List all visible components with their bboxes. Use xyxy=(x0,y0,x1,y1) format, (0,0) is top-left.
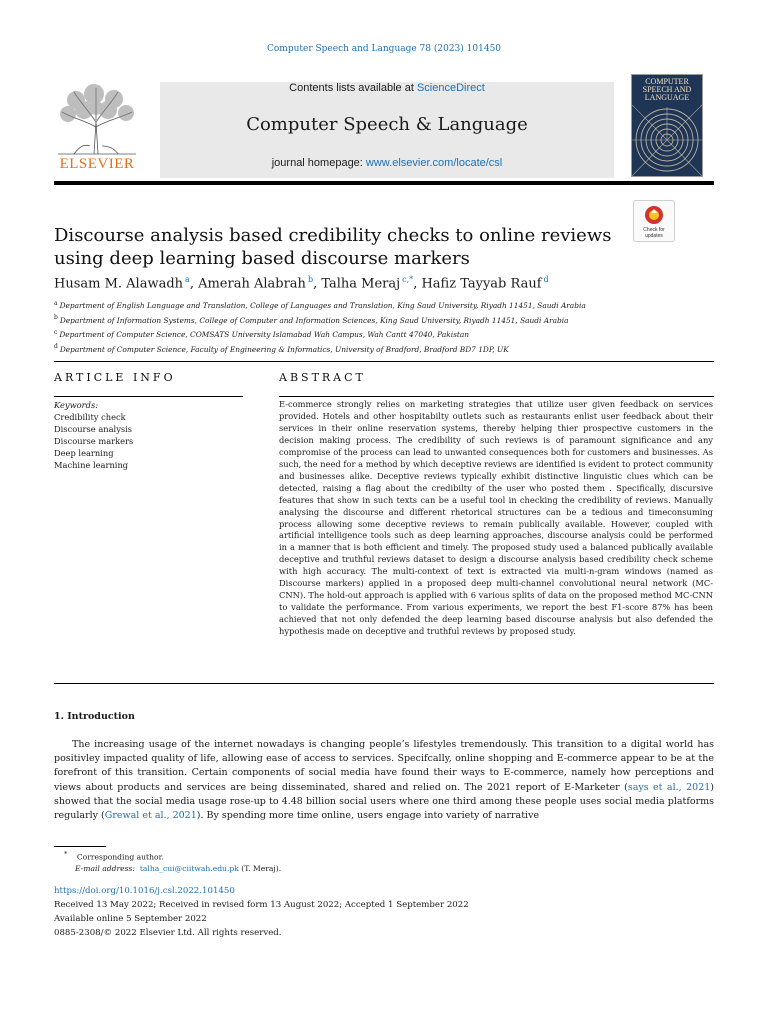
elsevier-tree-logo-icon xyxy=(54,82,140,156)
affiliation-marker: b xyxy=(54,314,58,322)
article-info-heading: ARTICLE INFO xyxy=(54,371,176,384)
author-list xyxy=(54,275,674,291)
author-name[interactable]: Husam M. Alawadh xyxy=(54,276,184,292)
intro-text-3: ). By spending more time online, users engage into variety of narrative xyxy=(196,810,540,822)
abstract-heading: ABSTRACT xyxy=(279,371,366,384)
author-separator: , xyxy=(189,276,199,292)
affiliation-marker: c xyxy=(54,328,58,336)
affiliation-marker: a xyxy=(54,300,58,307)
homepage-line xyxy=(160,157,614,169)
author-separator: , xyxy=(413,276,422,292)
copyright-line: 0885-2308/© 2022 Elsevier Ltd. All rights reserved. xyxy=(54,928,282,938)
contents-line xyxy=(160,82,614,94)
contents-prefix: Contents lists available at xyxy=(289,82,414,94)
author-affiliation-marker[interactable]: c,* xyxy=(402,275,414,284)
doi-link[interactable]: https://doi.org/10.1016/j.csl.2022.101450 xyxy=(54,886,235,896)
footnote-corresponding xyxy=(64,851,164,862)
intro-text-2: ) showed that the social media usage rose-up to 4.48 billion social users where one third among these people uses social media platforms regularly ( xyxy=(54,781,715,822)
keyword: Machine learning xyxy=(54,459,129,470)
email-owner: (T. Meraj). xyxy=(241,864,282,873)
intro-text-1: The increasing usage of the internet nowadays is changing people’s lifestyles tremendously. This transition to a digital world has positivley impacted quality of life, allowing ease of access to services. Specifcally, online shopping and E-commerce appear to be at the forefront of this transition. Certain components of social media have found their ways to E-commerce, namely how perceptions and views about products and services are being disseminated, shared and relied on. The 2021 report of E-Marketer ( xyxy=(54,739,714,793)
citation-link[interactable]: says et al., 2021 xyxy=(627,781,711,793)
cover-title: COMPUTER SPEECH AND LANGUAGE xyxy=(642,77,692,102)
affiliation-item xyxy=(54,312,714,326)
check-updates-label: Check for updates xyxy=(643,227,665,239)
keywords-block xyxy=(54,400,243,471)
author-separator: , xyxy=(313,276,322,292)
author-name[interactable]: Talha Meraj xyxy=(321,276,401,292)
affiliation-text: Department of Computer Science, COMSATS University Islamabad Wah Campus, Wah Cantt 47040, Pakistan xyxy=(59,330,469,340)
author-name[interactable]: Amerah Alabrah xyxy=(198,276,306,292)
journal-cover[interactable] xyxy=(631,74,703,177)
affiliation-text: Department of English Language and Translation, College of Languages and Translation, King Saud University, Riyadh 11451, Saudi Arabia xyxy=(59,301,586,311)
section-heading-introduction: 1. Introduction xyxy=(54,711,135,722)
corresponding-author-label: Corresponding author. xyxy=(76,852,164,862)
elsevier-wordmark[interactable]: ELSEVIER xyxy=(59,156,135,172)
journal-name: Computer Speech & Language xyxy=(246,114,528,135)
author-affiliation-marker[interactable]: d xyxy=(543,275,549,284)
keyword: Discourse analysis xyxy=(54,423,133,434)
author-affiliation-marker[interactable]: a xyxy=(185,275,190,284)
article-title: Discourse analysis based credibility checks to online reviews using deep learning based discourse markers xyxy=(54,225,612,269)
received-dates: Received 13 May 2022; Received in revised form 13 August 2022; Accepted 1 September 2022 xyxy=(54,900,469,910)
affiliation-item xyxy=(54,341,714,355)
abstract-bottom-rule xyxy=(54,683,714,684)
affiliation-text: Department of Computer Science, Faculty of Engineering & Informatics, University of Bradford, Bradford BD7 1DP, UK xyxy=(59,344,509,354)
available-online: Available online 5 September 2022 xyxy=(54,914,207,924)
keyword: Deep learning xyxy=(54,447,114,458)
affiliation-list xyxy=(54,298,714,356)
cover-pattern-icon xyxy=(632,75,702,176)
article-info-rule xyxy=(54,396,243,397)
check-for-updates-button[interactable] xyxy=(633,200,675,242)
footnote-marker: * xyxy=(64,851,68,858)
footnote-email xyxy=(75,864,281,873)
email-link[interactable]: talha_cui@ciitwah.edu.pk xyxy=(139,864,239,873)
affiliation-item xyxy=(54,327,714,341)
abstract-rule xyxy=(279,396,714,397)
sciencedirect-link[interactable]: ScienceDirect xyxy=(416,82,485,94)
keyword: Credibility check xyxy=(54,411,126,422)
homepage-prefix: journal homepage: xyxy=(271,157,363,169)
author-name[interactable]: Hafiz Tayyab Rauf xyxy=(421,276,542,292)
affiliation-text: Department of Information Systems, College of Computer and Information Sciences, King Saud University, Riyadh 11451, Saudi Arabia xyxy=(59,315,569,325)
affiliation-marker: d xyxy=(54,343,58,351)
introduction-paragraph xyxy=(54,738,714,823)
footnote-rule xyxy=(54,846,106,847)
affiliation-item xyxy=(54,298,714,312)
keyword: Discourse markers xyxy=(54,435,134,446)
journal-citation[interactable]: Computer Speech and Language 78 (2023) 101450 xyxy=(266,44,502,54)
keywords-label: Keywords: xyxy=(54,400,99,410)
homepage-link[interactable]: www.elsevier.com/locate/csl xyxy=(365,157,503,169)
check-updates-icon xyxy=(643,204,665,226)
email-label: E-mail address: xyxy=(75,864,135,873)
abstract-text: E-commerce strongly relies on marketing strategies that utilize user given feedback on services provided. Hotels and other hospitabilty outlets such as restaurants enlist user feedback about their services in their online reservation systems, thereby helping thier prospective customers in the decision making process. The credibility of such reviews is of paramount significance and any compromise of the process can lead to unwanted consequences both for customers and businesses. As such, the need for a method by which deceptive reviews are identified is evident to protect community and businesses alike. Deceptive reviews typically exhibit distinctive linguistic clues which can be detected, raising a flag about the credibilty of the user who posted them . Specifically, discursive features that show in such texts can be a useful tool in checking the credibility of reviews. Manually analysing the discourse and different rhetorical structures can be a tedious and timeconsuming process allowing some deceptive reviews to remain publically available. However, coupled with artificial intelligence tools such as deep learning approaches, discourse analysis could be performed in a manner that is both efficient and timely. The proposed study used a balanced publically available deceptive and truthful reviews dataset to design a discourse analysis based credibility check scheme with high accuracy. The multi-context of text is extracted via multi-n-gram windows (named as Discourse markers) applied in a proposed deep multi-channel convolutional neural network (MC-CNN). The hold-out approach is applied with 6 various splits of data on the proposed method MC-CNN to validate the performance. From various experiments, we report the best F1-score 87% has been achieved that not only defended the deep learning based discourse analysis but also defended the hypothesis made on deceptive and truthful reviews by proposed study. xyxy=(279,399,713,637)
title-rule xyxy=(54,361,714,362)
citation-link[interactable]: Grewal et al., 2021 xyxy=(104,810,197,822)
author-affiliation-marker[interactable]: b xyxy=(307,275,314,284)
header-rule xyxy=(54,181,714,185)
